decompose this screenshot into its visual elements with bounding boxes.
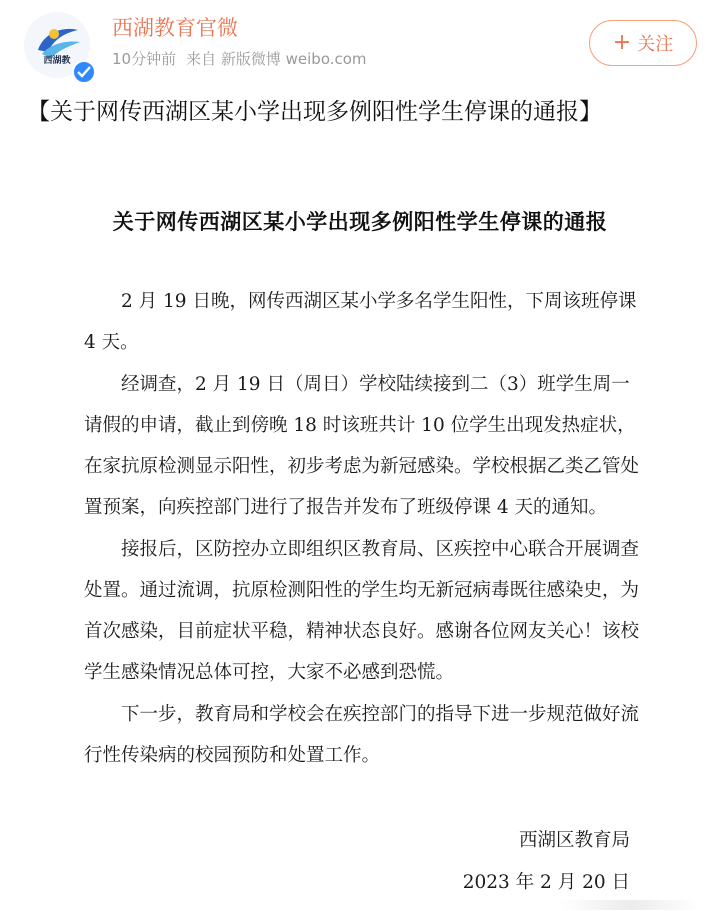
post-source[interactable]: 来自 新版微博 weibo.com (186, 50, 367, 68)
plus-icon: + (612, 30, 632, 55)
follow-label: 关注 (637, 34, 674, 55)
follow-button[interactable] (589, 20, 697, 66)
notice-title: 关于网传西湖区某小学出现多例阳性学生停课的通报 (112, 209, 608, 234)
post-text: 【关于网传西湖区某小学出现多例阳性学生停课的通报】 (27, 99, 602, 125)
post-header (0, 0, 720, 92)
notice-paragraph-1: 2 月 19 日晚，网传西湖区某小学多名学生阳性，下周该班停课 4 天。 (84, 291, 637, 353)
post-time[interactable]: 10分钟前 (112, 50, 177, 68)
notice-image[interactable] (0, 150, 720, 911)
post-meta (112, 49, 377, 69)
notice-paragraph-3: 接报后，区防控办立即组织区教育局、区疾控中心联合开展调查处置。通过流调，抗原检测阳性的学生均无新冠病毒既往感染史，为首次感染，目前症状平稳，精神状态良好。感谢各位网友关心！该校学生感染情况总体可控，大家不必感到恐慌。 (84, 539, 640, 683)
verified-check-icon (72, 60, 96, 84)
account-name[interactable]: 西湖教育官微 (112, 16, 238, 40)
notice-signature: 西湖区教育局 (518, 830, 630, 851)
logo-text: 西湖教 (43, 56, 71, 66)
notice-date: 2023 年 2 月 20 日 (462, 872, 630, 893)
watermark (560, 900, 700, 910)
notice-paragraph-4: 下一步，教育局和学校会在疾控部门的指导下进一步规范做好流行性传染病的校园预防和处置工作。 (84, 704, 640, 766)
notice-paragraph-2: 经调查，2 月 19 日（周日）学校陆续接到二（3）班学生周一请假的申请，截止到傍晚 18 时该班共计 10 位学生出现发热症状，在家抗原检测显示阳性，初步考虑为新冠感染。学校根据乙类乙管处置预案，向疾控部门进行了报告并发布了班级停课 4 天的通知。 (84, 374, 640, 518)
